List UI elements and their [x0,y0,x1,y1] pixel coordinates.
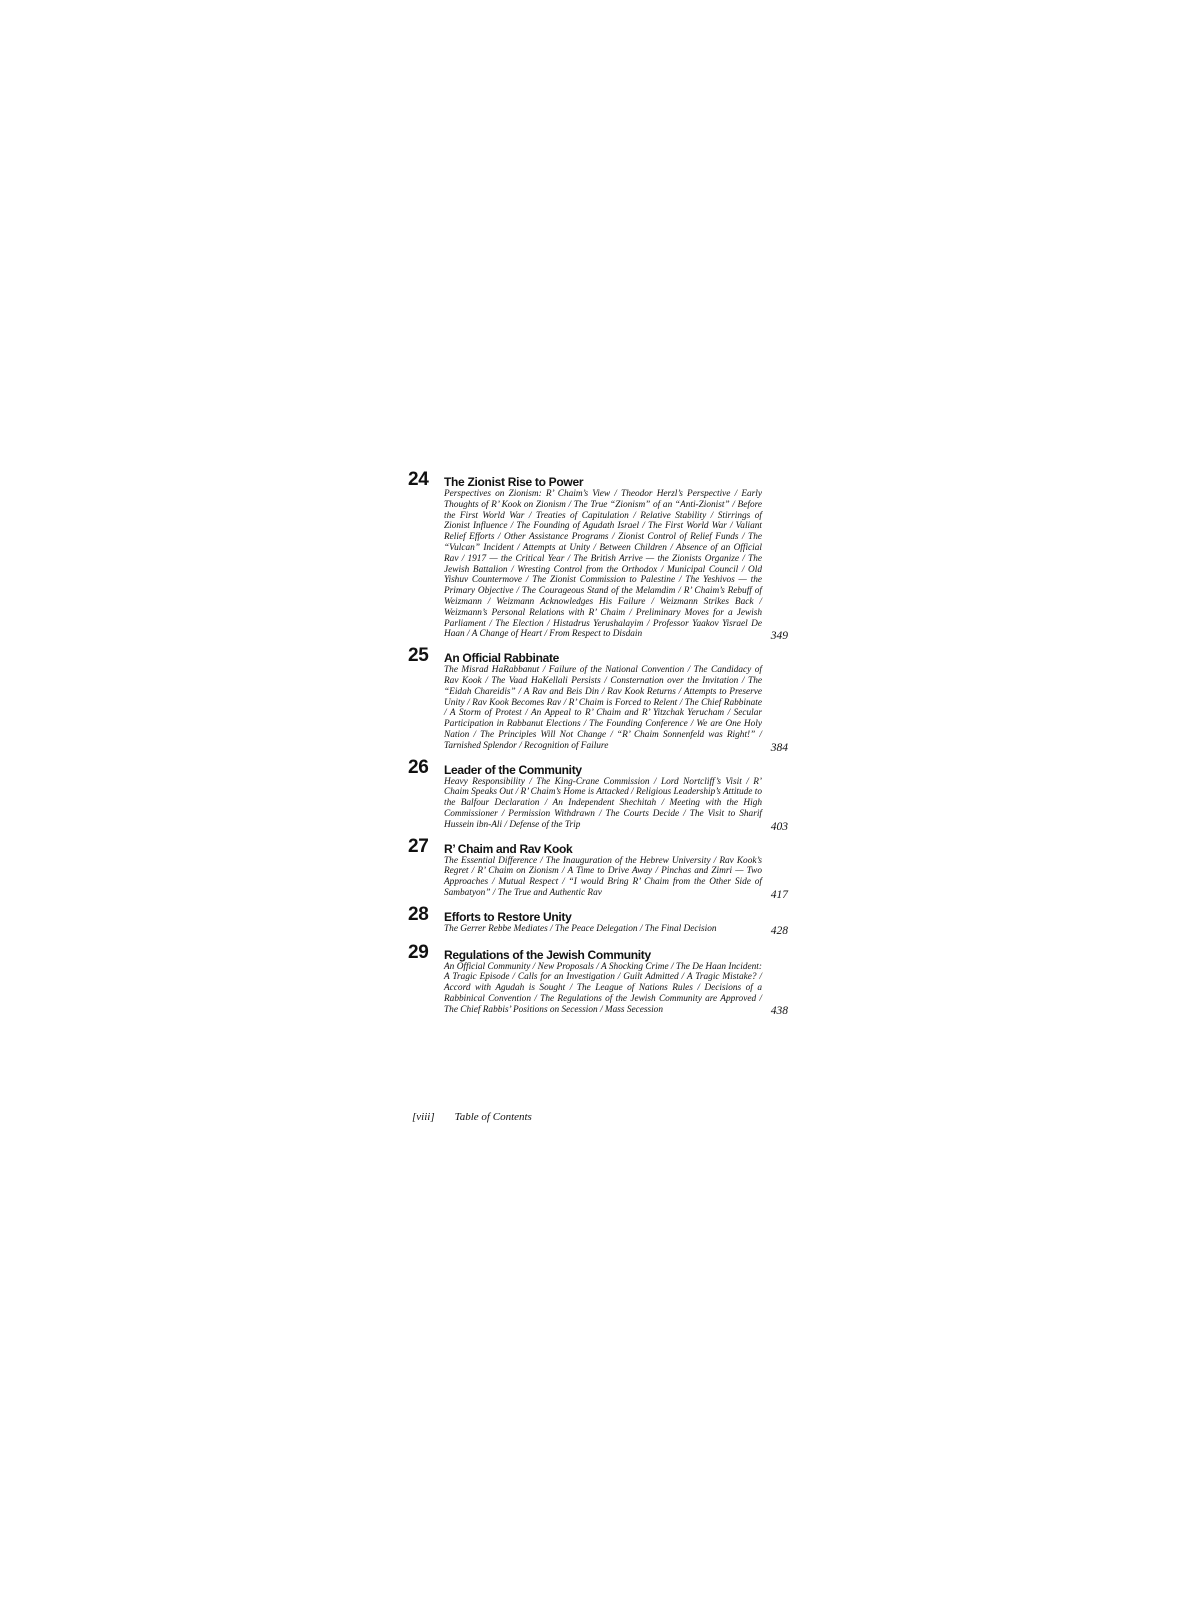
chapter-number: 29 [408,941,429,963]
chapter-number: 24 [408,469,429,490]
folio-number: [viii] [412,1111,435,1123]
page-number[interactable]: 438 [770,1005,788,1018]
entry-body [444,476,762,640]
chapter-number: 25 [408,645,429,667]
chapter-title[interactable]: R’ Chaim and Rav Kook [444,841,573,856]
table-of-contents [408,469,788,1018]
entry-body [444,911,762,935]
toc-entry-29 [408,941,788,1018]
toc-entry-25 [408,645,788,754]
page-number[interactable]: 403 [770,820,788,833]
entry-body [444,843,762,899]
entry-body [444,949,762,1016]
toc-entry-24 [408,469,788,643]
toc-entry-28 [408,903,788,937]
chapter-title[interactable]: Leader of the Community [444,762,582,777]
chapter-description: An Official Community / New Proposals / A Shocking Crime / The De Haan Incident: A Tragic Episode / Calls for an Investigation / Guilt Admitted / A Tragic Mistake? / Accord with Agudah is Sought / The League of Nations Rules / Decisions of a Rabbinical Convention / The Regulations of the Jewish Community are Approved / The Chief Rabbis’ Positions on Secession / Mass Secession [444,961,762,1015]
chapter-title[interactable]: Efforts to Restore Unity [444,909,572,924]
toc-entry-27 [408,835,788,901]
chapter-description: Heavy Responsibility / The King-Crane Commission / Lord Nortcliff’s Visit / R’ Chaim Speaks Out / R’ Chaim’s Home is Attacked / Religious Leadership’s Attitude to the Balfour Declaration / An Independent Shechitah / Meeting with the High Commissioner / Permission Withdrawn / The Courts Decide / The Visit to Sharif Hussein ibn-Ali / Defense of the Trip [444,776,762,830]
page-number[interactable]: 349 [770,630,788,643]
page-number[interactable]: 417 [770,888,788,901]
entry-body [444,652,762,751]
chapter-number: 26 [408,756,429,778]
chapter-number: 28 [408,903,429,925]
chapter-description: The Gerrer Rebbe Mediates / The Peace Delegation / The Final Decision [444,923,717,934]
chapter-description: Perspectives on Zionism: R’ Chaim’s View / Theodor Herzl’s Perspective / Early Thoughts of R’ Kook on Zionism / The True “Zionism” of an “Anti-Zionist” / Before the First World War / Treaties of Capitulation / Relative Stability / Stirrings of Zionist Influence / The Founding of Agudath Israel / The First World War / Valiant Relief Efforts / Other Assistance Programs / Zionist Control of Relief Funds / The “Vulcan” Incident / Attempts at Unity / Between Children / Absence of an Official Rav / 1917 — the Critical Year / The British Arrive — the Zionists Organize / The Jewish Battalion / Wresting Control from the Orthodox / Municipal Council / Old Yishuv Countermove / The Zionist Commission to Palestine / The Yeshivos — the Primary Objective / The Courageous Stand of the Melamdim / R’ Chaim’s Rebuff of Weizmann / Weizmann Acknowledges His Failure / Weizmann Strikes Back / Weizmann’s Personal Relations with R’ Chaim / Preliminary Moves for a Jewish Parliament / The Election / Histadrus Yerushalayim / Professor Yaakov Yisrael De Haan / A Change of Heart / From Respect to Disdain [444,489,762,640]
chapter-title[interactable]: An Official Rabbinate [444,651,560,666]
chapter-title[interactable]: Regulations of the Jewish Community [444,947,651,962]
page-number[interactable]: 384 [770,741,788,754]
page-number[interactable]: 428 [770,924,788,937]
entry-body [444,764,762,831]
chapter-description: The Misrad HaRabbanut / Failure of the National Convention / The Candidacy of Rav Kook / The Vaad HaKellali Persists / Consternation over the Invitation / The “Eidah Chareidis” / A Rav and Beis Din / Rav Kook Returns / Attempts to Preserve Unity / Rav Kook Becomes Rav / R’ Chaim is Forced to Relent / The Chief Rabbinate / A Storm of Protest / An Appeal to R’ Chaim and R’ Yitzchak Yerucham / Secular Participation in Rabbanut Elections / The Founding Conference / We are One Holy Nation / The Principles Will Not Change / “R’ Chaim Sonnenfeld was Right!” / Tarnished Splendor / Recognition of Failure [444,665,762,751]
page-footer [412,1111,532,1123]
running-head: Table of Contents [454,1111,532,1123]
chapter-number: 27 [408,835,429,857]
toc-entry-26 [408,756,788,833]
chapter-description: The Essential Difference / The Inauguration of the Hebrew University / Rav Kook’s Regret / R’ Chaim on Zionism / A Time to Drive Away / Pinchas and Zimri — Two Approaches / Mutual Respect / “I would Bring R’ Chaim from the Other Side of Sambatyon” / The True and Authentic Rav [444,855,762,898]
chapter-title[interactable]: The Zionist Rise to Power [444,475,584,489]
